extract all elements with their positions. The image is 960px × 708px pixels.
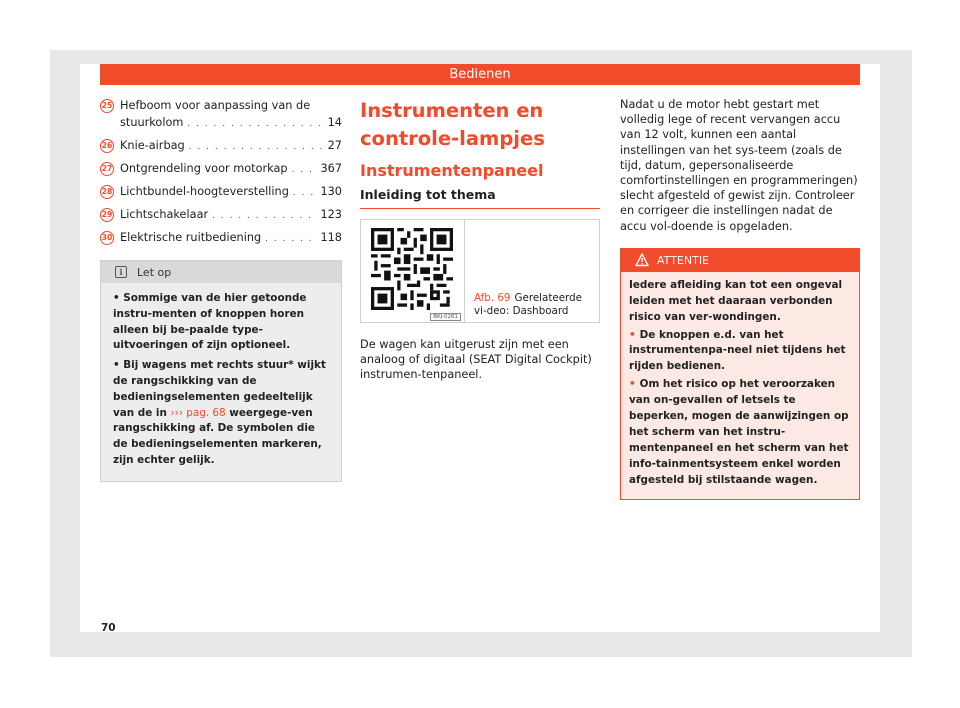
legend-list xyxy=(100,97,342,248)
warning-body xyxy=(621,272,859,499)
left-column xyxy=(100,97,342,482)
warning-title: ATTENTIE xyxy=(657,253,710,267)
legend-item-label: Lichtbundel-hoogteverstelling xyxy=(120,185,289,198)
note-header xyxy=(101,261,341,283)
figure-caption xyxy=(474,292,594,317)
callout-number-icon: 27 xyxy=(100,162,114,176)
callout-number-icon: 25 xyxy=(100,99,114,113)
figure-label: Afb. 69 xyxy=(474,292,511,304)
legend-item xyxy=(100,137,342,156)
legend-item-label: Elektrische ruitbediening xyxy=(120,231,262,244)
page-header: Bedienen xyxy=(100,64,860,85)
legend-item-label: Lichtschakelaar xyxy=(120,208,209,221)
legend-item-page: 367 xyxy=(320,162,342,175)
legend-item-page: 130 xyxy=(320,185,342,198)
note-box xyxy=(100,260,342,482)
legend-item xyxy=(100,206,342,225)
info-icon: i xyxy=(115,266,127,278)
warning-header xyxy=(621,249,859,272)
callout-number-icon: 28 xyxy=(100,185,114,199)
dot-leader xyxy=(212,208,316,225)
middle-column xyxy=(360,97,600,383)
legend-item xyxy=(100,97,342,133)
subsection-heading: Inleiding tot thema xyxy=(360,187,600,209)
warning-bullet: • De knoppen e.d. van het instrumentenpa-neel niet tijdens het rijden bedienen. xyxy=(629,328,846,373)
qr-code-icon xyxy=(371,228,453,310)
figure-caption-text: Gerelateerde vi-deo: Dashboard xyxy=(474,292,582,317)
right-column xyxy=(620,97,860,500)
page-reference-link[interactable]: ››› pag. 68 xyxy=(170,406,226,419)
section-heading: Instrumentenpaneel xyxy=(360,161,544,180)
callout-number-icon: 29 xyxy=(100,208,114,222)
body-paragraph: Nadat u de motor hebt gestart met volledig lege of recent vervangen accu van 12 volt, kunnen een aantal instellingen van het sys-teem (zoals de tijd, datum, gepersonaliseerde comfortinstellingen en programmeringen) slecht afgesteld of gewist zijn. Controleer en corrigeer die instellingen nadat de accu vol-doende is opgeladen. xyxy=(620,98,858,233)
body-paragraph: De wagen kan uitgerust zijn met een analoog of digitaal (SEAT Digital Cockpit) instrumen-tenpaneel. xyxy=(360,338,592,382)
dot-leader xyxy=(293,185,317,202)
note-bullet: • Sommige van de hier getoonde instru-menten of knoppen horen alleen bij be-paalde type-uitvoeringen of zijn optioneel. xyxy=(113,292,307,352)
warning-bullet: • Om het risico op het veroorzaken van on-gevallen of letsels te beperken, mogen de aanwijzingen op het scherm van het instru-mentenpaneel en het scherm van het info-tainmentsysteem enkel worden afgesteld bij stilstaande wagen. xyxy=(629,378,849,486)
legend-item-page: 118 xyxy=(320,231,342,244)
warning-triangle-icon xyxy=(635,253,649,267)
warning-box xyxy=(620,248,860,500)
dot-leader xyxy=(189,139,324,156)
dot-leader xyxy=(265,231,316,248)
legend-item xyxy=(100,183,342,202)
callout-number-icon: 30 xyxy=(100,231,114,245)
legend-item xyxy=(100,229,342,248)
legend-item-label: Ontgrendeling voor motorkap xyxy=(120,162,288,175)
dot-leader xyxy=(187,116,323,133)
legend-item-label: stuurkolom xyxy=(120,116,184,129)
legend-item-page: 27 xyxy=(327,139,342,152)
warning-intro: Iedere afleiding kan tot een ongeval leiden met het daaraan verbonden risico van ver-wondingen. xyxy=(629,278,843,323)
legend-item-line1: Hefboom voor aanpassing van de xyxy=(120,99,311,112)
qr-code-image[interactable] xyxy=(361,220,465,323)
legend-item xyxy=(100,160,342,179)
figure-box xyxy=(360,219,600,323)
legend-item-page: 123 xyxy=(320,208,342,221)
figure-code: BKJ-0261 xyxy=(430,313,461,321)
note-body xyxy=(101,283,341,481)
dot-leader xyxy=(292,162,317,179)
note-title: Let op xyxy=(137,265,172,279)
page-number: 70 xyxy=(101,622,116,634)
note-bullet: • Bij wagens met rechts stuur* wijkt de rangschikking van de bedieningselementen gedeeltelijk van de in ››› pag. 68 weergege-ven rangschikking af. De symbolen die de bedieningselementen markeren, zijn echter gelijk. xyxy=(113,359,326,466)
chapter-heading: Instrumenten en controle-lampjes xyxy=(360,99,545,150)
callout-number-icon: 26 xyxy=(100,139,114,153)
legend-item-page: 14 xyxy=(327,116,342,129)
legend-item-label: Knie-airbag xyxy=(120,139,185,152)
